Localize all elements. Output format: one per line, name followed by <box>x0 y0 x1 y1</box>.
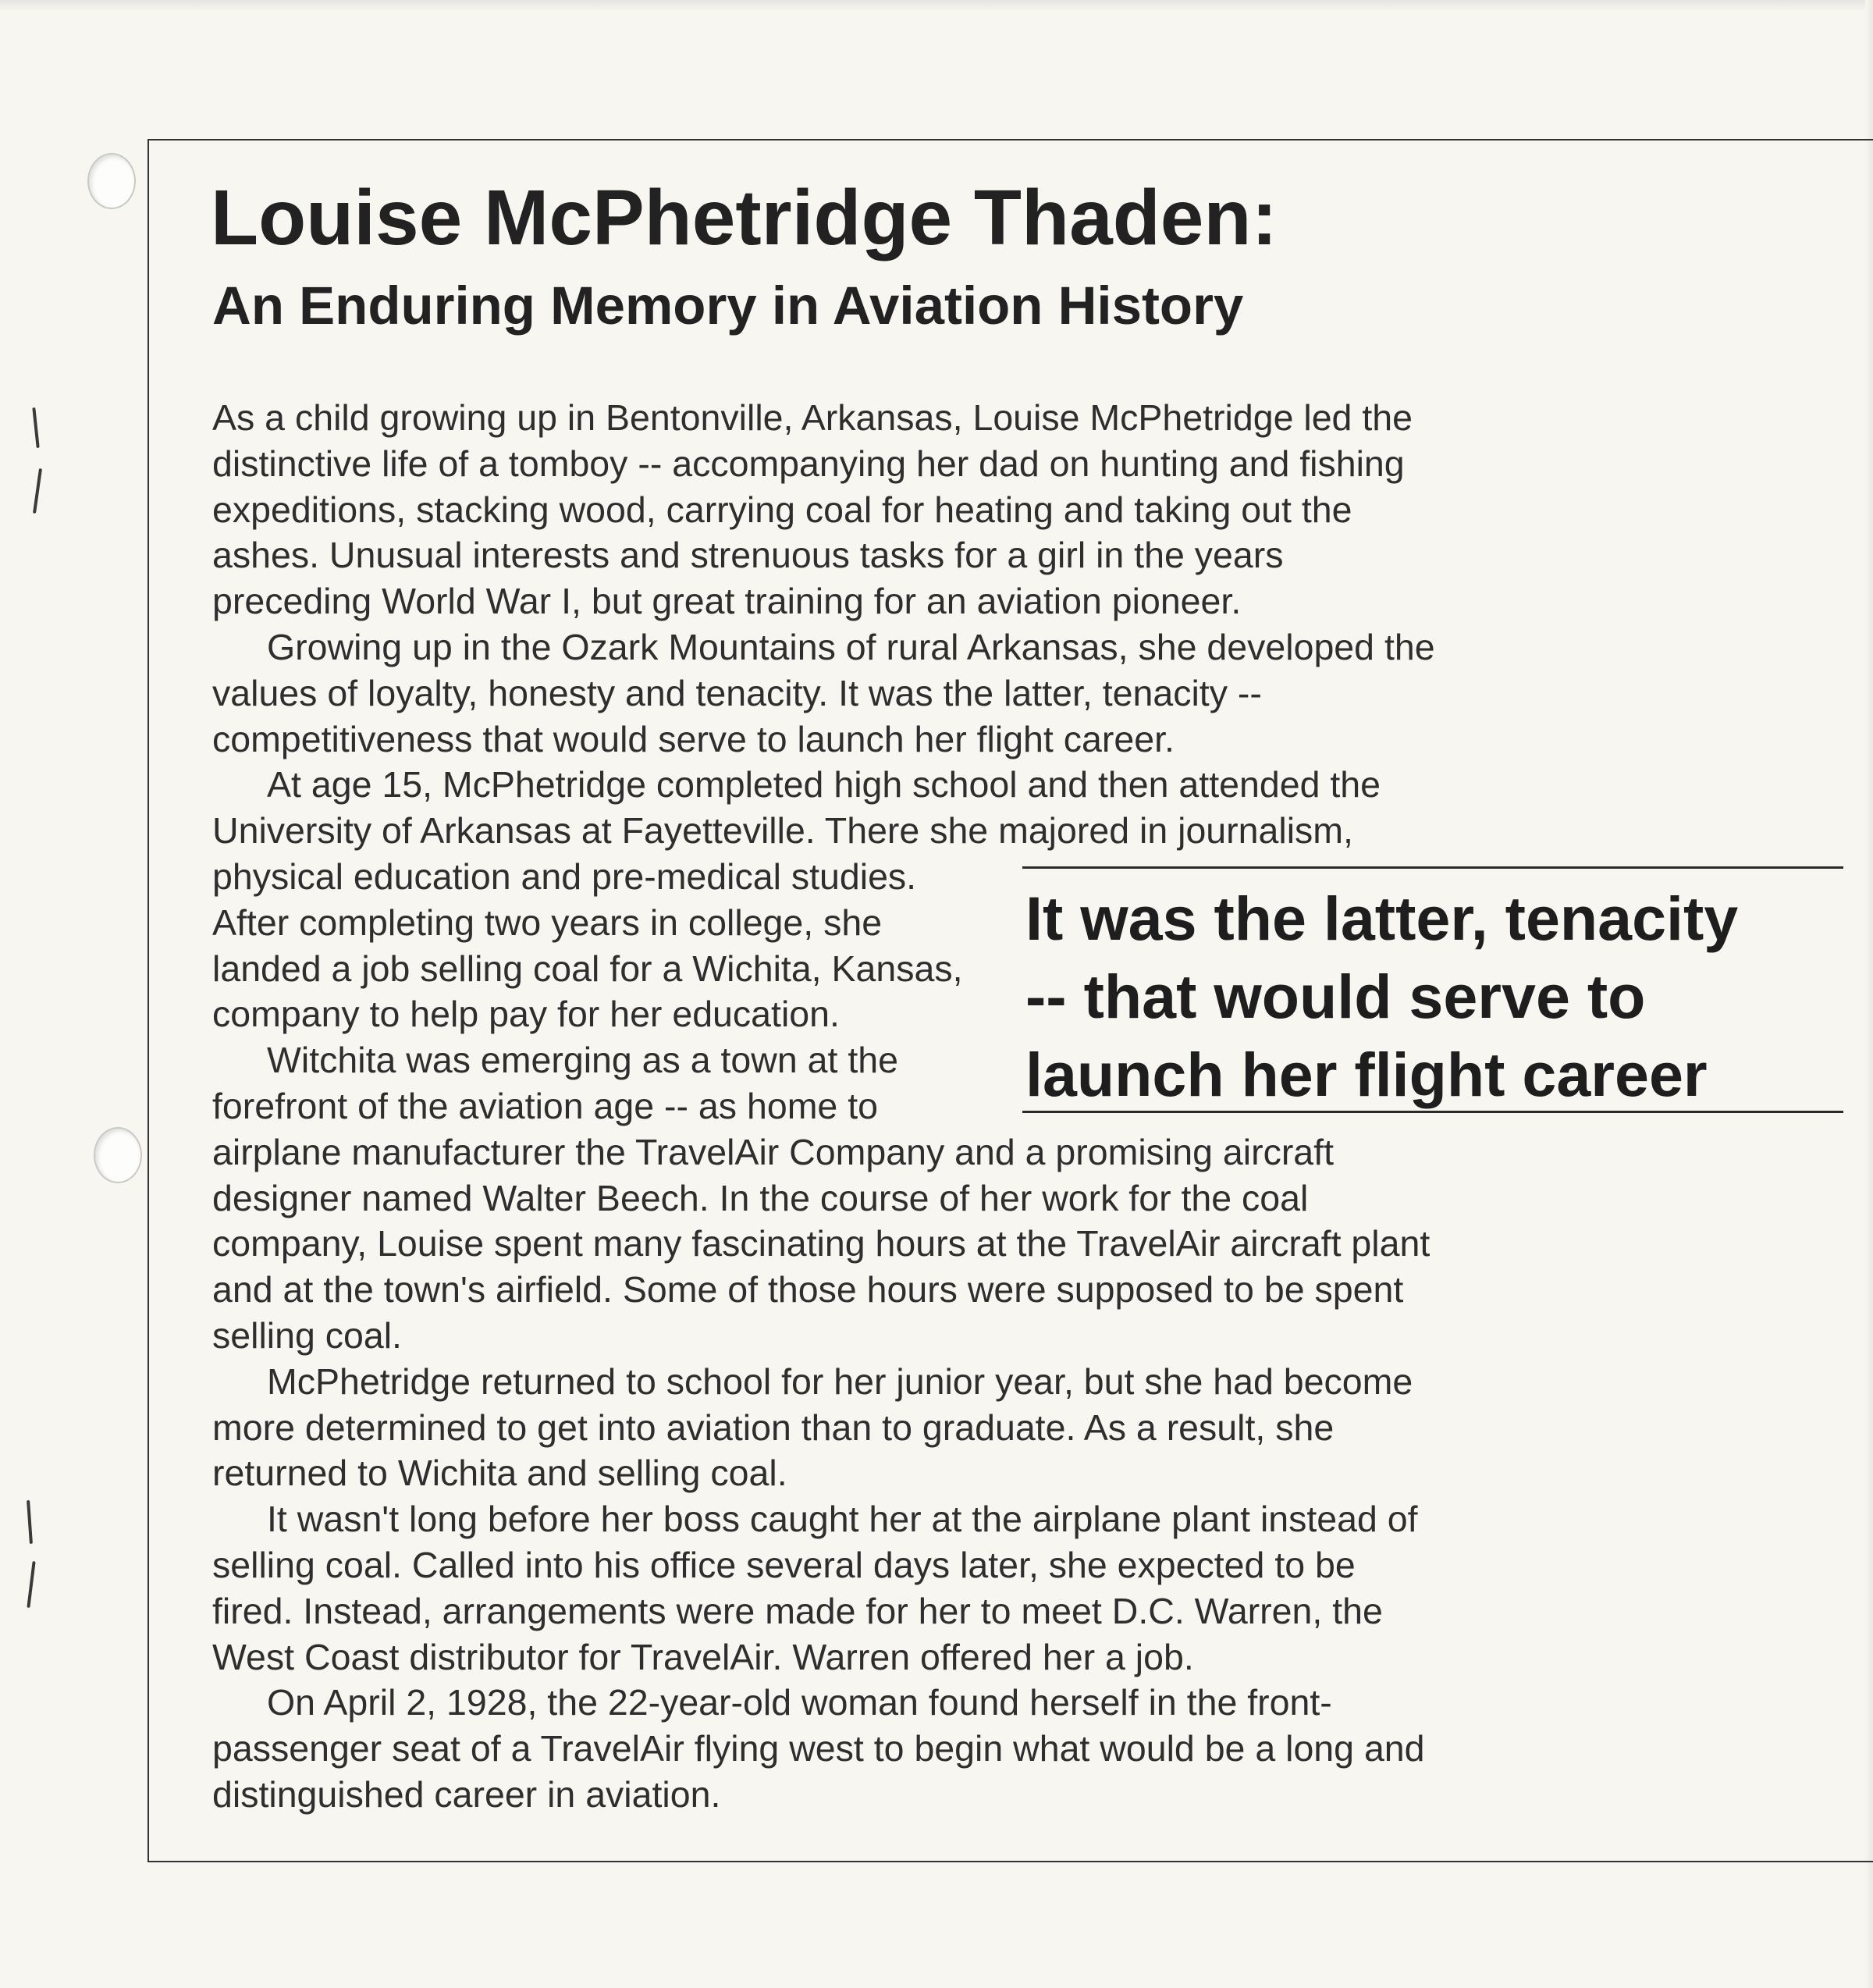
binder-hole-top <box>87 153 136 209</box>
text-line: preceding World War I, but great training for an aviation pioneer. <box>212 581 1242 622</box>
binder-mark <box>33 468 42 514</box>
article-subtitle: An Enduring Memory in Aviation History <box>212 276 1244 336</box>
text-line: expeditions, stacking wood, carrying coal for heating and taking out the <box>212 489 1352 530</box>
pull-quote <box>1022 866 1843 1113</box>
pull-quote-line: launch her flight career <box>1025 1040 1708 1109</box>
text-line: physical education and pre-medical studies. <box>212 855 917 897</box>
text-line: returned to Wichita and selling coal. <box>212 1453 787 1494</box>
text-line: forefront of the aviation age -- as home to <box>212 1085 878 1126</box>
paragraph <box>212 1680 1555 1817</box>
page-top-edge <box>0 0 1873 11</box>
paragraph <box>212 1496 1555 1680</box>
text-line: After completing two years in college, she <box>212 902 883 943</box>
text-line: distinctive life of a tomboy -- accompanying her dad on hunting and fishing <box>212 443 1405 484</box>
text-line: and at the town's airfield. Some of those hours were supposed to be spent <box>212 1269 1404 1311</box>
text-line: McPhetridge returned to school for her junior year, but she had become <box>267 1360 1413 1402</box>
text-line: distinguished career in aviation. <box>212 1773 721 1815</box>
paragraph <box>212 1359 1555 1496</box>
text-line: Witchita was emerging as a town at the <box>267 1040 898 1081</box>
article-title: Louise McPhetridge Thaden: <box>211 174 1278 261</box>
binder-hole-middle <box>94 1127 142 1183</box>
text-line: selling coal. <box>212 1314 402 1356</box>
binder-mark <box>27 1500 33 1544</box>
text-line: company to help pay for her education. <box>212 994 840 1035</box>
paragraph <box>212 624 1555 762</box>
text-line: At age 15, McPhetridge completed high school and then attended the <box>267 764 1381 806</box>
binder-mark <box>27 1561 35 1608</box>
paragraph <box>212 395 1555 624</box>
text-line: As a child growing up in Bentonville, Arkansas, Louise McPhetridge led the <box>212 397 1413 438</box>
text-line: West Coast distributor for TravelAir. Warren offered her a job. <box>212 1636 1194 1677</box>
text-line: landed a job selling coal for a Wichita, Kansas, <box>212 948 963 989</box>
text-line: It wasn't long before her boss caught her at the airplane plant instead of <box>267 1499 1418 1540</box>
text-line: On April 2, 1928, the 22-year-old woman found herself in the front- <box>267 1682 1332 1723</box>
text-line: passenger seat of a TravelAir flying west to begin what would be a long and <box>212 1728 1425 1769</box>
binder-mark <box>32 407 39 448</box>
text-line: fired. Instead, arrangements were made for her to meet D.C. Warren, the <box>212 1590 1383 1631</box>
text-line: ashes. Unusual interests and strenuous tasks for a girl in the years <box>212 535 1284 576</box>
text-line: competitiveness that would serve to launch her flight career. <box>212 718 1175 759</box>
text-line: airplane manufacturer the TravelAir Company and a promising aircraft <box>212 1131 1335 1172</box>
text-line: values of loyalty, honesty and tenacity. It was the latter, tenacity -- <box>212 672 1262 713</box>
text-line: selling coal. Called into his office several days later, she expected to be <box>212 1544 1356 1585</box>
pull-quote-line: -- that would serve to <box>1025 962 1646 1031</box>
text-line: company, Louise spent many fascinating hours at the TravelAir aircraft plant <box>212 1223 1431 1264</box>
pull-quote-line: It was the latter, tenacity <box>1025 884 1739 953</box>
text-line: designer named Walter Beech. In the course of her work for the coal <box>212 1177 1309 1218</box>
text-line: more determined to get into aviation than to graduate. As a result, she <box>212 1407 1335 1448</box>
text-line: Growing up in the Ozark Mountains of rural Arkansas, she developed the <box>267 626 1435 667</box>
text-line: University of Arkansas at Fayetteville. There she majored in journalism, <box>212 810 1353 852</box>
